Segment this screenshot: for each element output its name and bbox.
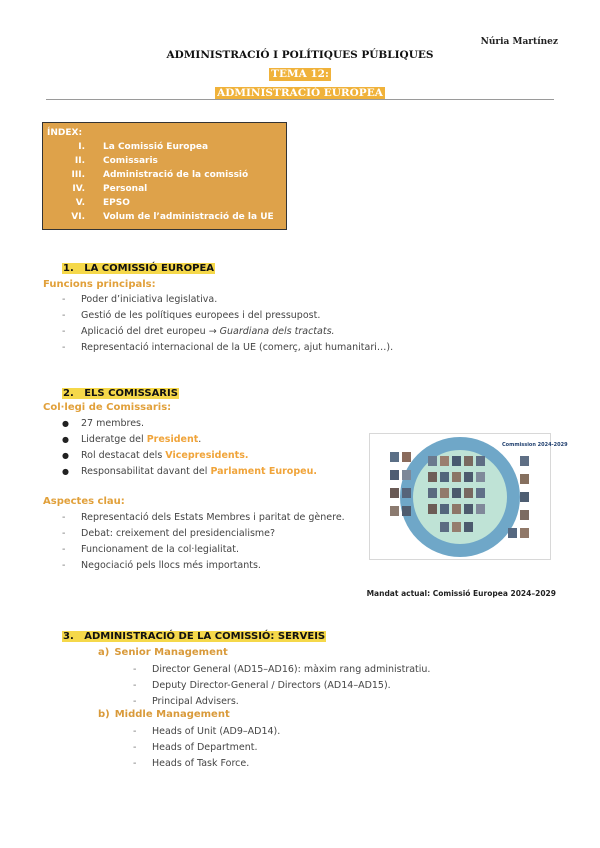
key-aspects-list [62, 510, 362, 574]
list-item: - Heads of Task Force. [133, 756, 280, 772]
list-item: - Heads of Department. [133, 740, 280, 756]
list-item: - Representació internacional de la UE (comerç, ajut humanitari…). [62, 340, 393, 356]
index-label: EPSO [103, 198, 130, 208]
title-block [0, 48, 600, 100]
highlight-text: Vicepresidents. [165, 450, 249, 461]
section-title: LA COMISSIÓ EUROPEA [84, 263, 215, 274]
section-number: 3. [63, 631, 74, 642]
commission-figure [369, 433, 568, 560]
document-title: ADMINISTRACIÓ I POLÍTIQUES PÚBLIQUES [166, 49, 434, 61]
index-label: La Comissió Europea [103, 142, 209, 152]
index-box [42, 122, 287, 230]
index-label: Comissaris [103, 156, 158, 166]
list-item [62, 448, 362, 464]
list-item-text: . [198, 434, 202, 445]
index-item[interactable] [47, 140, 282, 154]
middle-management-heading [98, 709, 230, 720]
list-item-text: Rol destacat dels [81, 450, 166, 461]
index-item[interactable] [47, 154, 282, 168]
index-label: Administració de la comissió [103, 170, 249, 180]
list-item: - Heads of Unit (AD9–AD14). [133, 724, 280, 740]
index-num: III. [71, 170, 85, 180]
figure-caption: Mandat actual: Comissió Europea 2024–2029 [366, 589, 556, 598]
index-item[interactable] [47, 196, 282, 210]
index-num: VI. [71, 212, 85, 222]
list-item: - Representació dels Estats Membres i paritat de gènere. [62, 510, 362, 526]
section-number: 2. [63, 388, 74, 399]
section-3-heading [62, 631, 326, 642]
index-num: V. [75, 198, 85, 208]
index-label: Personal [103, 184, 148, 194]
list-item: - Debat: creixement del presidencialisme? [62, 526, 362, 542]
commission-diagram [370, 434, 568, 559]
middle-management-list [133, 724, 280, 772]
list-item: - Poder d’iniciativa legislativa. [62, 292, 393, 308]
section-number: 1. [63, 263, 74, 274]
list-item: - Funcionament de la col·legialitat. [62, 542, 362, 558]
subsection-title: Senior Management [114, 647, 228, 658]
index-item[interactable] [47, 168, 282, 182]
list-item-text: Responsabilitat davant del [81, 466, 211, 477]
list-item-text: Aplicació del dret europeu → [81, 326, 220, 337]
index-item[interactable] [47, 182, 282, 196]
section-1-heading [62, 263, 215, 274]
theme-number: TEMA 12: [271, 68, 329, 80]
index-item[interactable] [47, 210, 282, 224]
senior-management-list [133, 662, 430, 710]
section-title: ELS COMISSARIS [84, 388, 178, 399]
functions-subheading: Funcions principals: [43, 279, 156, 290]
highlight-text: Parlament Europeu. [210, 466, 317, 477]
figure-title: Commission 2024-2029 [502, 442, 568, 448]
list-item-emphasis: Guardiana dels tractats. [219, 326, 335, 337]
highlight-text: President [146, 434, 199, 445]
section-2-heading [62, 388, 179, 399]
key-aspects-subheading: Aspectes clau: [43, 496, 125, 507]
index-label: Volum de l’administració de la UE [103, 212, 274, 222]
subsection-letter: a) [98, 647, 110, 658]
list-item [62, 464, 362, 480]
theme-title: ADMINISTRACIÓ EUROPEA [217, 87, 383, 99]
senior-management-heading [98, 647, 228, 658]
index-num: IV. [72, 184, 85, 194]
list-item: - Gestió de les polítiques europees i del pressupost. [62, 308, 393, 324]
section-title: ADMINISTRACIÓ DE LA COMISSIÓ: SERVEIS [84, 631, 326, 642]
college-subheading: Col·legi de Comissaris: [43, 402, 172, 413]
author-name: Núria Martínez [480, 37, 558, 47]
list-item-text: Lideratge del [81, 434, 147, 445]
list-item: ● 27 membres. [62, 416, 362, 432]
subsection-title: Middle Management [114, 709, 230, 720]
index-num: I. [78, 142, 85, 152]
list-item: - Negociació pels llocs més importants. [62, 558, 362, 574]
header-divider [46, 99, 554, 100]
index-title: ÍNDEX: [47, 128, 83, 138]
list-item: - Deputy Director-General / Directors (AD14–AD15). [133, 678, 430, 694]
list-item: - Principal Advisers. [133, 694, 430, 710]
list-item [62, 324, 393, 340]
subsection-letter: b) [98, 709, 110, 720]
functions-list [62, 292, 393, 356]
college-list [62, 416, 362, 480]
list-item [62, 432, 362, 448]
index-num: II. [74, 156, 85, 166]
list-item: - Director General (AD15–AD16): màxim rang administratiu. [133, 662, 430, 678]
